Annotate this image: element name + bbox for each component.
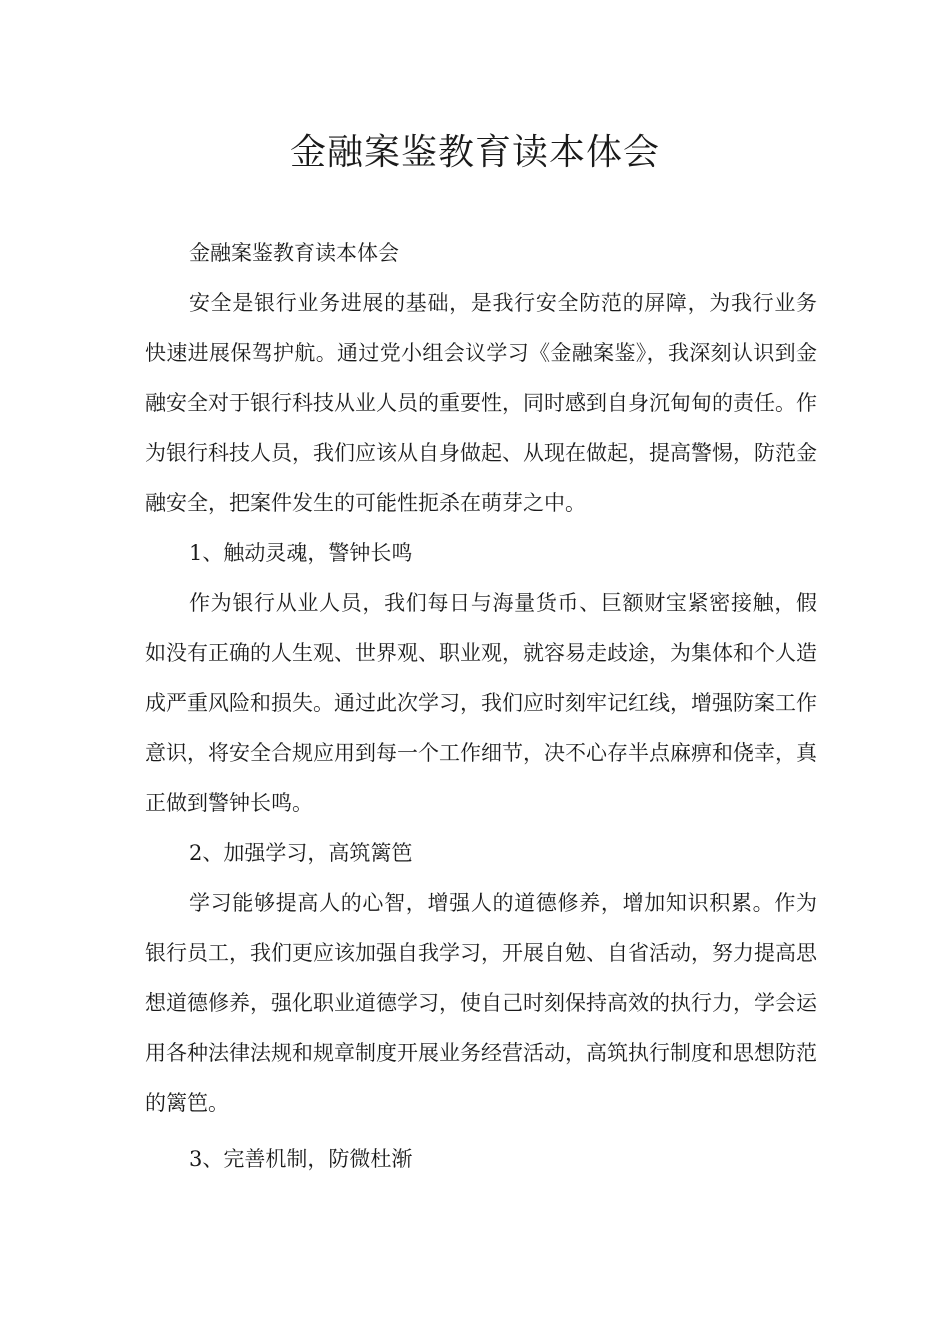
section-2-paragraph: 学习能够提高人的心智，增强人的道德修养，增加知识积累。作为银行员工，我们更应该加强自我学习，开展自勉、自省活动，努力提高思想道德修养，强化职业道德学习，使自己时刻保持高效的执行力，学会运用各种法律法规和规章制度开展业务经营活动，高筑执行制度和思想防范的篱笆。 <box>145 891 817 1115</box>
intro-paragraph: 安全是银行业务进展的基础，是我行安全防范的屏障，为我行业务快速进展保驾护航。通过党小组会议学习《金融案鉴》，我深刻认识到金融安全对于银行科技从业人员的重要性，同时感到自身沉甸甸的责任。作为银行科技人员，我们应该从自身做起、从现在做起，提高警惕，防范金融安全，把案件发生的可能性扼杀在萌芽之中。 <box>145 291 817 515</box>
document-title: 金融案鉴教育读本体会 <box>289 132 660 173</box>
section-1-heading: 1、触动灵魂，警钟长鸣 <box>189 541 413 565</box>
section-1-paragraph: 作为银行从业人员，我们每日与海量货币、巨额财宝紧密接触，假如没有正确的人生观、世界观、职业观，就容易走歧途，为集体和个人造成严重风险和损失。通过此次学习，我们应时刻牢记红线，增强防案工作意识，将安全合规应用到每一个工作细节，决不心存半点麻痹和侥幸，真正做到警钟长鸣。 <box>145 591 817 815</box>
section-2-heading: 2、加强学习，高筑篱笆 <box>189 841 413 865</box>
section-3-heading: 3、完善机制，防微杜渐 <box>189 1147 413 1171</box>
document-subtitle: 金融案鉴教育读本体会 <box>189 241 399 265</box>
document-body <box>145 228 817 1184</box>
